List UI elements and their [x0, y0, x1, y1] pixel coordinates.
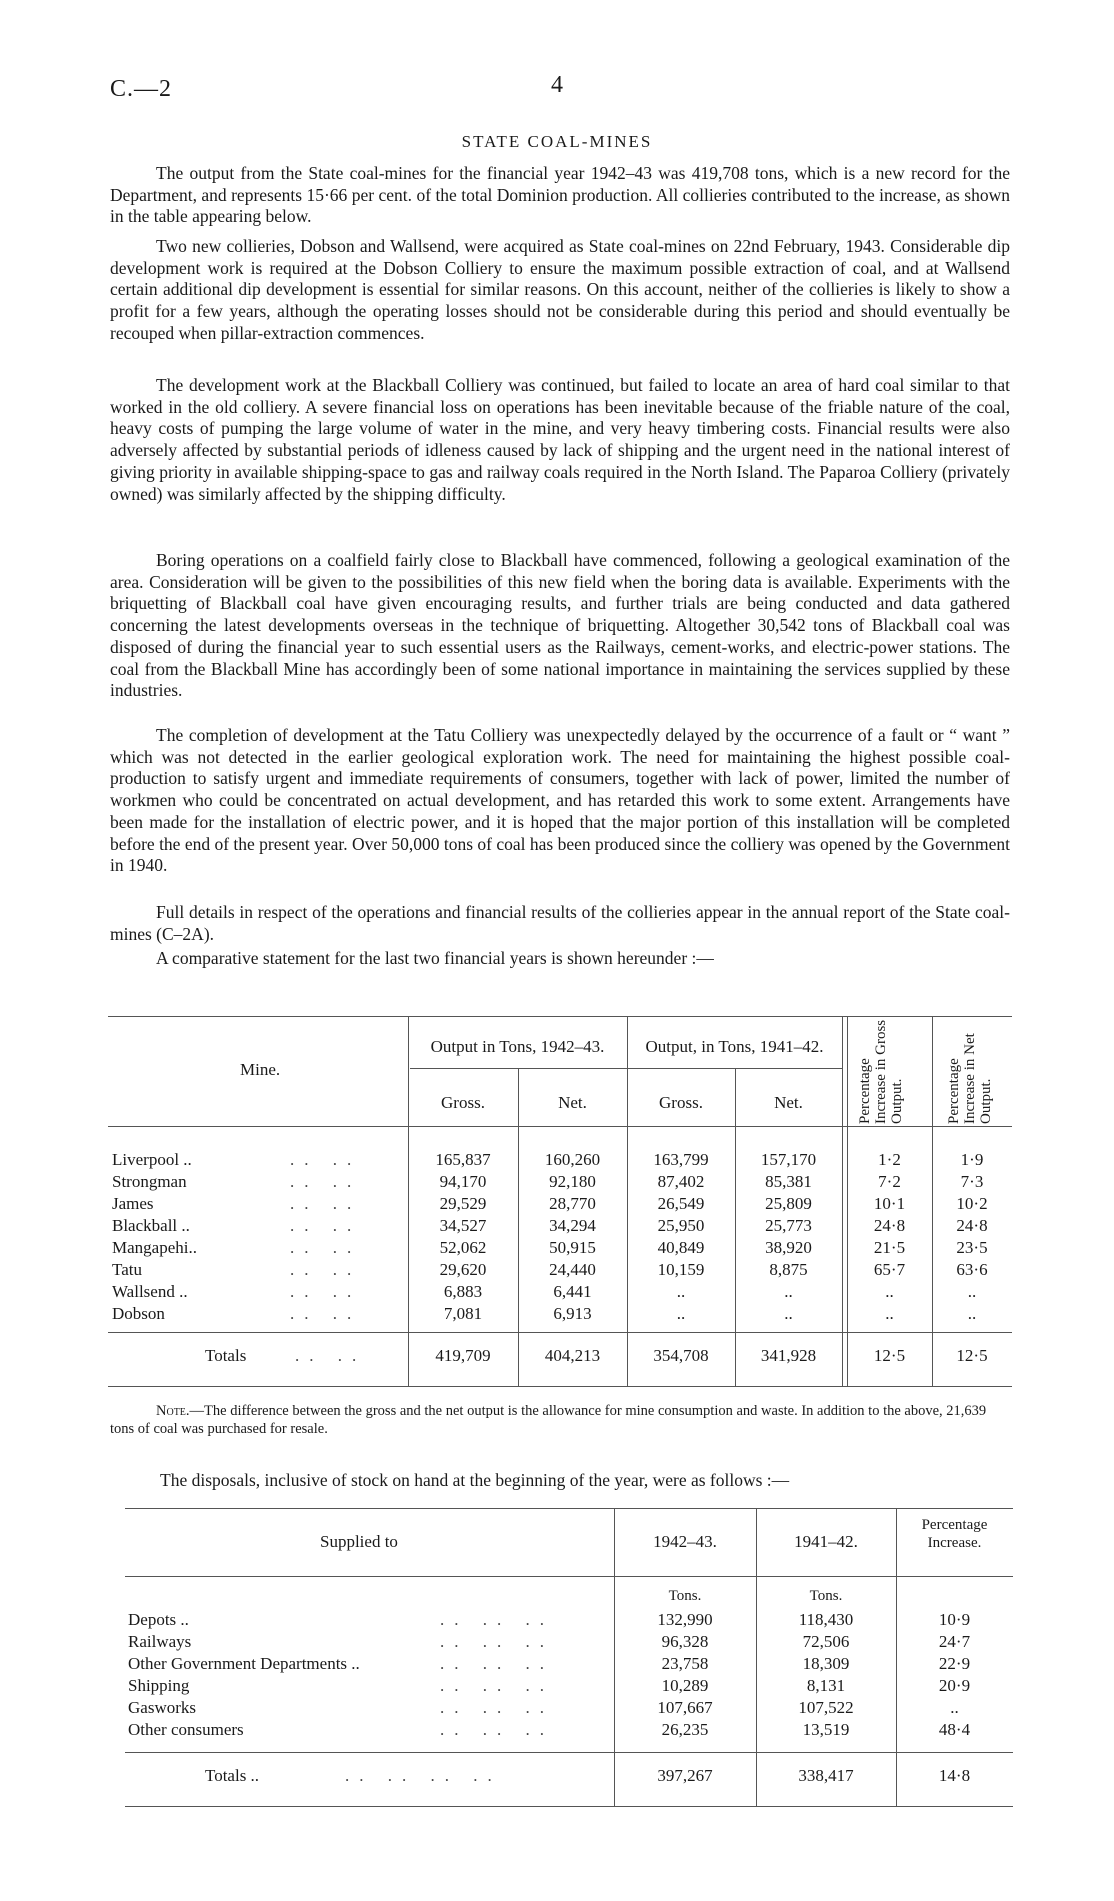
cell-gross-1942: 34,527	[439, 1216, 487, 1235]
cell-tons-1941: 118,430	[798, 1610, 854, 1629]
unit-tons-1941: Tons.	[809, 1588, 843, 1604]
cell-tons-1941: 8,131	[806, 1676, 846, 1695]
mine-name: Wallsend ..	[112, 1282, 188, 1301]
supplied-to-label: Depots ..	[128, 1610, 189, 1629]
header-year-1941: 1941–42.	[794, 1532, 858, 1551]
cell-pct-net: ..	[967, 1282, 977, 1301]
disposals-totals-1941: 338,417	[798, 1766, 854, 1785]
cell-gross-1942: 52,062	[439, 1238, 487, 1257]
cell-gross-1942: 29,620	[439, 1260, 487, 1279]
cell-gross-1941: 87,402	[657, 1172, 705, 1191]
cell-net-1941: 25,809	[765, 1194, 812, 1213]
note-label: Note.	[156, 1403, 190, 1419]
header-percentage: Percentage Increase.	[921, 1517, 988, 1551]
mine-name: Blackball ..	[112, 1216, 190, 1235]
cell-pct-net: 7·3	[960, 1172, 984, 1191]
supplied-to-label: Shipping	[128, 1676, 190, 1695]
cell-tons-1941: 107,522	[798, 1698, 854, 1717]
header-net-1941: Net.	[774, 1093, 803, 1112]
cell-pct-increase: 20·9	[938, 1676, 971, 1695]
table-totals-rule	[108, 1332, 1012, 1333]
note-text: —The difference between the gross and the net output is the allowance for mine consumption and waste. In addition to the above, 21,639 tons of coal was purchased for resale.	[110, 1403, 987, 1437]
section-title: STATE COAL-MINES	[461, 132, 653, 151]
paragraph-blackball: The development work at the Blackball Colliery was continued, but failed to locate an area of hard coal similar to that worked in the old colliery. A severe financial loss on operations has been inevitable because of the friable nature of the coal, heavy costs of pumping the large volume of water in the mine, and very heavy timbering costs. Financial results were also adversely affected by substantial periods of idleness caused by lack of shipping and the urgent need in the national interest of giving priority in available shipping-space to gas and railway coals required in the North Island. The Paparoa Colliery (privately owned) was similarly affected by the shipping difficulty.	[110, 375, 1010, 504]
header-gross-1942: Gross.	[441, 1093, 485, 1112]
cell-net-1941: ..	[784, 1304, 793, 1323]
document-reference: C.—2	[110, 76, 173, 102]
cell-gross-1941: 40,849	[657, 1238, 705, 1257]
unit-tons-1942: Tons.	[668, 1588, 702, 1604]
cell-gross-1942: 7,081	[443, 1304, 483, 1323]
paragraph-output: The output from the State coal-mines for the financial year 1942–43 was 419,708 tons, which is a new record for the Department, and represents 15·66 per cent. of the total Dominion production. All collieries contributed to the increase, as shown in the table appearing below.	[110, 163, 1010, 227]
cell-tons-1942: 96,328	[661, 1632, 709, 1651]
cell-tons-1942: 132,990	[657, 1610, 713, 1629]
header-output-1941: Output, in Tons, 1941–42.	[645, 1037, 824, 1056]
disposals-totals-label: Totals ..	[205, 1766, 260, 1785]
cell-pct-increase: 24·7	[938, 1632, 971, 1651]
table-subheader-rule	[410, 1068, 842, 1069]
header-mine: Mine.	[240, 1060, 281, 1079]
cell-net-1941: 85,381	[765, 1172, 812, 1191]
cell-gross-1942: 29,529	[439, 1194, 487, 1213]
mine-name: Mangapehi..	[112, 1238, 197, 1257]
cell-net-1942: 92,180	[549, 1172, 596, 1191]
cell-net-1941: ..	[784, 1282, 793, 1301]
cell-pct-gross: 1·2	[878, 1150, 901, 1169]
cell-pct-gross: 7·2	[878, 1172, 901, 1191]
mine-name: Strongman	[112, 1172, 187, 1191]
totals-gross-1942: 419,709	[435, 1346, 491, 1365]
cell-tons-1942: 26,235	[661, 1720, 709, 1739]
totals-net-1942: 404,213	[544, 1346, 601, 1365]
mine-name: Liverpool ..	[112, 1150, 192, 1169]
cell-tons-1941: 13,519	[802, 1720, 850, 1739]
mine-name: James	[112, 1194, 154, 1213]
cell-gross-1942: 94,170	[439, 1172, 487, 1191]
cell-pct-gross: ..	[885, 1282, 894, 1301]
table-header-rule	[108, 1126, 1012, 1127]
cell-gross-1941: 25,950	[657, 1216, 705, 1235]
header-year-1942: 1942–43.	[653, 1532, 717, 1551]
mine-name: Dobson	[112, 1304, 165, 1323]
totals-label: Totals	[205, 1346, 247, 1365]
cell-gross-1941: ..	[676, 1304, 686, 1323]
cell-pct-net: 1·9	[960, 1150, 984, 1169]
totals-gross-1941: 354,708	[653, 1346, 709, 1365]
header-net-1942: Net.	[558, 1093, 587, 1112]
cell-pct-net: 23·5	[956, 1238, 988, 1257]
paragraph-full-details: Full details in respect of the operations and financial results of the collieries appear in the annual report of the State coal-mines (C–2A).	[110, 902, 1010, 944]
cell-tons-1942: 107,667	[657, 1698, 713, 1717]
cell-pct-increase: ..	[950, 1698, 959, 1717]
table-bottom-rule	[108, 1386, 1012, 1387]
totals-pct-net: 12·5	[956, 1346, 988, 1365]
header-supplied-to: Supplied to	[320, 1532, 398, 1551]
cell-gross-1942: 6,883	[443, 1282, 483, 1301]
cell-net-1942: 34,294	[549, 1216, 596, 1235]
cell-gross-1941: 26,549	[657, 1194, 705, 1213]
cell-gross-1942: 165,837	[435, 1150, 491, 1169]
paragraph-new-collieries: Two new collieries, Dobson and Wallsend, were acquired as State coal-mines on 22nd February, 1943. Considerable dip development work is required at the Dobson Colliery to ensure the maximum possible extraction of coal, and at Wallsend certain additional dip development is essential for similar reasons. On this account, neither of the collieries is likely to show a profit for a few years, although the operating losses should not be considerable during this period and should eventually be recouped when pillar-extraction commences.	[110, 236, 1010, 343]
cell-tons-1941: 18,309	[802, 1654, 850, 1673]
paragraph-tatu: The completion of development at the Tatu Colliery was unexpectedly delayed by the occurrence of a fault or “ want ” which was not detected in the earlier geological exploration work. The need for maintaining the highest possible coal-production to satisfy urgent and immediate requirements of consumers, together with lack of power, limited the number of workmen who could be concentrated on actual development, and has retarded this work to some extent. Arrangements have been made for the installation of electric power, and it is hoped that the major portion of this installation will be completed before the end of the present year. Over 50,000 tons of coal has been produced since the colliery was opened by the Government in 1940.	[110, 725, 1010, 876]
cell-net-1942: 160,260	[544, 1150, 601, 1169]
header-gross-1941: Gross.	[659, 1093, 703, 1112]
cell-tons-1941: 72,506	[802, 1632, 850, 1651]
paragraph-boring: Boring operations on a coalfield fairly close to Blackball have commenced, following a geological examination of the area. Consideration will be given to the possibilities of this new field when the boring data is available. Experiments with the briquetting of Blackball coal have given encouraging results, and further trials are being conducted and data gathered concerning the latest developments overseas in the technique of briquetting. Altogether 30,542 tons of Blackball coal was disposed of during the financial year to such essential users as the Railways, cement-works, and electric-power stations. The coal from the Blackball Mine has accordingly been of some national importance in maintaining the services supplied by these industries.	[110, 550, 1010, 701]
cell-pct-net: 63·6	[956, 1260, 988, 1279]
page-number: 4	[551, 72, 563, 98]
cell-pct-gross: 21·5	[873, 1238, 906, 1257]
cell-net-1942: 28,770	[549, 1194, 596, 1213]
header-output-1942: Output in Tons, 1942–43.	[430, 1037, 605, 1056]
cell-pct-net: 24·8	[956, 1216, 988, 1235]
cell-net-1942: 24,440	[549, 1260, 596, 1279]
supplied-to-label: Other Government Departments ..	[128, 1654, 360, 1673]
supplied-to-label: Railways	[128, 1632, 192, 1651]
cell-pct-gross: 65·7	[873, 1260, 906, 1279]
cell-gross-1941: 163,799	[653, 1150, 709, 1169]
cell-tons-1942: 23,758	[661, 1654, 709, 1673]
cell-pct-gross: 24·8	[873, 1216, 906, 1235]
header-pct-gross: Percentage Increase in Gross Output.	[857, 1019, 905, 1124]
cell-net-1941: 38,920	[765, 1238, 812, 1257]
disposals-totals-pct: 14·8	[938, 1766, 971, 1785]
table-note	[110, 1402, 1010, 1438]
cell-net-1942: 6,913	[553, 1304, 592, 1323]
supplied-to-label: Other consumers	[128, 1720, 244, 1739]
cell-gross-1941: 10,159	[657, 1260, 705, 1279]
cell-net-1942: 50,915	[549, 1238, 596, 1257]
cell-tons-1942: 10,289	[661, 1676, 709, 1695]
disposals-totals-1942: 397,267	[657, 1766, 713, 1785]
paragraph-comparative: A comparative statement for the last two financial years is shown hereunder :—	[156, 948, 714, 968]
cell-pct-gross: 10·1	[873, 1194, 906, 1213]
cell-pct-net: 10·2	[956, 1194, 988, 1213]
header-pct-net: Percentage Increase in Net Output.	[946, 1033, 994, 1124]
document-page: C.—2 4 STATE COAL-MINES The output from the State coal-mines for the financial year 1942–43 was 419,708 tons, which is a new record for the Department, and represents 15·66 per cent. of the total Dominion production. All collieries contributed to the increase, as shown in the table appearing below. Two new collieries, Dobson and Wallsend, were acquired as State coal-mines on 22nd February, 1943. Considerable dip development work is required at the Dobson Colliery to ensure the maximum possible extraction of coal, and at Wallsend certain additional dip development is essential for similar reasons. On this account, neither of the collieries is likely to show a profit for a few years, although the operating losses should not be considerable during this period and should eventually be recouped when pillar-extraction commences. The development work at the Blackball Colliery was continued, but failed to locate an area of hard coal similar to that worked in the old colliery. A severe financial loss on operations has been inevitable because of the friable nature of the coal, heavy costs of pumping the large volume of water in the mine, and very heavy timbering costs. Financial results were also adversely affected by substantial periods of idleness caused by lack of shipping and the urgent need in the national interest of giving priority in available shipping-space to gas and railway coals required in the North Island. The Paparoa Colliery (privately owned) was similarly affected by the shipping difficulty. Boring operations on a coalfield fairly close to Blackball have commenced, following a geological examination of the area. Consideration will be given to the possibilities of this new field when the boring data is available. Experiments with the briquetting of Blackball coal have given encouraging results, and further trials are being conducted and data gathered concerning the latest developments overseas in the technique of briquetting. Altogether 30,542 tons of Blackball coal was disposed of during the financial year to such essential users as the Railways, cement-works, and electric-power stations. The coal from the Blackball Mine has accordingly been of some national importance in maintaining the services supplied by these industries. The completion of development at the Tatu Colliery was unexpectedly delayed by the occurrence of a fault or “ want ” which was not detected in the earlier geological exploration work. The need for maintaining the highest possible coal-production to satisfy urgent and immediate requirements of consumers, together with lack of power, limited the number of workmen who could be concentrated on actual development, and has retarded this work to some extent. Arrangements have been made for the installation of electric power, and it is hoped that the major portion of this installation will be completed before the end of the present year. Over 50,000 tons of coal has been produced since the colliery was opened by the Government in 1940. Full details in respect of the operations and financial results of the collieries appear in the annual report of the State coal-mines (C–2A). A comparative statement for the last two financial years is shown hereunder :— Mine. Output in Tons, 1942–43. Output, in Tons, 1941–42. Gross. Net. Gross. Net. Percentage Increase in Gross Output. Percentage Increase in Net Output. Liverpool .. .. .. 165,837 160,260 163,799 157,170 1·2 1·9 Strongman .. .. 94,170 92,180 87,402 85,381 7·2 7·3 James .. .. 29,529 28,770 26,549 25,809 10·1 10·2 Blackball .. .. .. 34,527 34,294 25,950 25,773 24·8 24·8 Mangapehi.. .. .. 52,062 50,915 40,849 38,920 21·5 23·5 Tatu .. .. 29,620 24,440 10,159 8,875 65·7 63·6 Wallsend .. .. .. 6,883 6,441 .. .. .. .. Dobson .. .. 7,081 6,913 .. .. .. .. Totals .. .. 419,709 404,213 354,708 341,928 12·5 12·5 Note.—The difference between the gross and the net output is the allowance for mine consumption and waste. In addition to the above, 21,639 tons of coal was purchased for resale. The disposals, inclusive of stock on hand at the beginning of the year, were as follows :— Supplied to 1942–43. 1941–42. Percentage Increase. Tons. Tons. Depots .. .. .. .. 132,990 118,430 10·9 Railways .. .. .. 96,328 72,506 24·7 Other Government Departments .. .. .. .. 23,758 18,309 22·9 Shipping .. .. .. 10,289 8,131 20·9 Gasworks .. .. .. 107,667 107,522 .. Other consumers .. .. .. 26,235 13,519 48·4 Totals .. .. .. .. .. 397,267 338,417 14·8	[0, 0, 1114, 1901]
totals-pct-gross: 12·5	[873, 1346, 906, 1365]
mine-name: Tatu	[112, 1260, 142, 1279]
disposals-intro: The disposals, inclusive of stock on hand at the beginning of the year, were as follows :—	[160, 1470, 790, 1490]
supplied-to-label: Gasworks	[128, 1698, 196, 1717]
cell-pct-increase: 22·9	[938, 1654, 971, 1673]
cell-pct-net: ..	[967, 1304, 977, 1323]
cell-net-1941: 157,170	[760, 1150, 817, 1169]
cell-net-1942: 6,441	[553, 1282, 592, 1301]
cell-gross-1941: ..	[676, 1282, 686, 1301]
cell-net-1941: 25,773	[765, 1216, 812, 1235]
cell-pct-increase: 10·9	[938, 1610, 971, 1629]
cell-net-1941: 8,875	[769, 1260, 808, 1279]
cell-pct-increase: 48·4	[938, 1720, 971, 1739]
cell-pct-gross: ..	[885, 1304, 894, 1323]
totals-net-1941: 341,928	[760, 1346, 817, 1365]
